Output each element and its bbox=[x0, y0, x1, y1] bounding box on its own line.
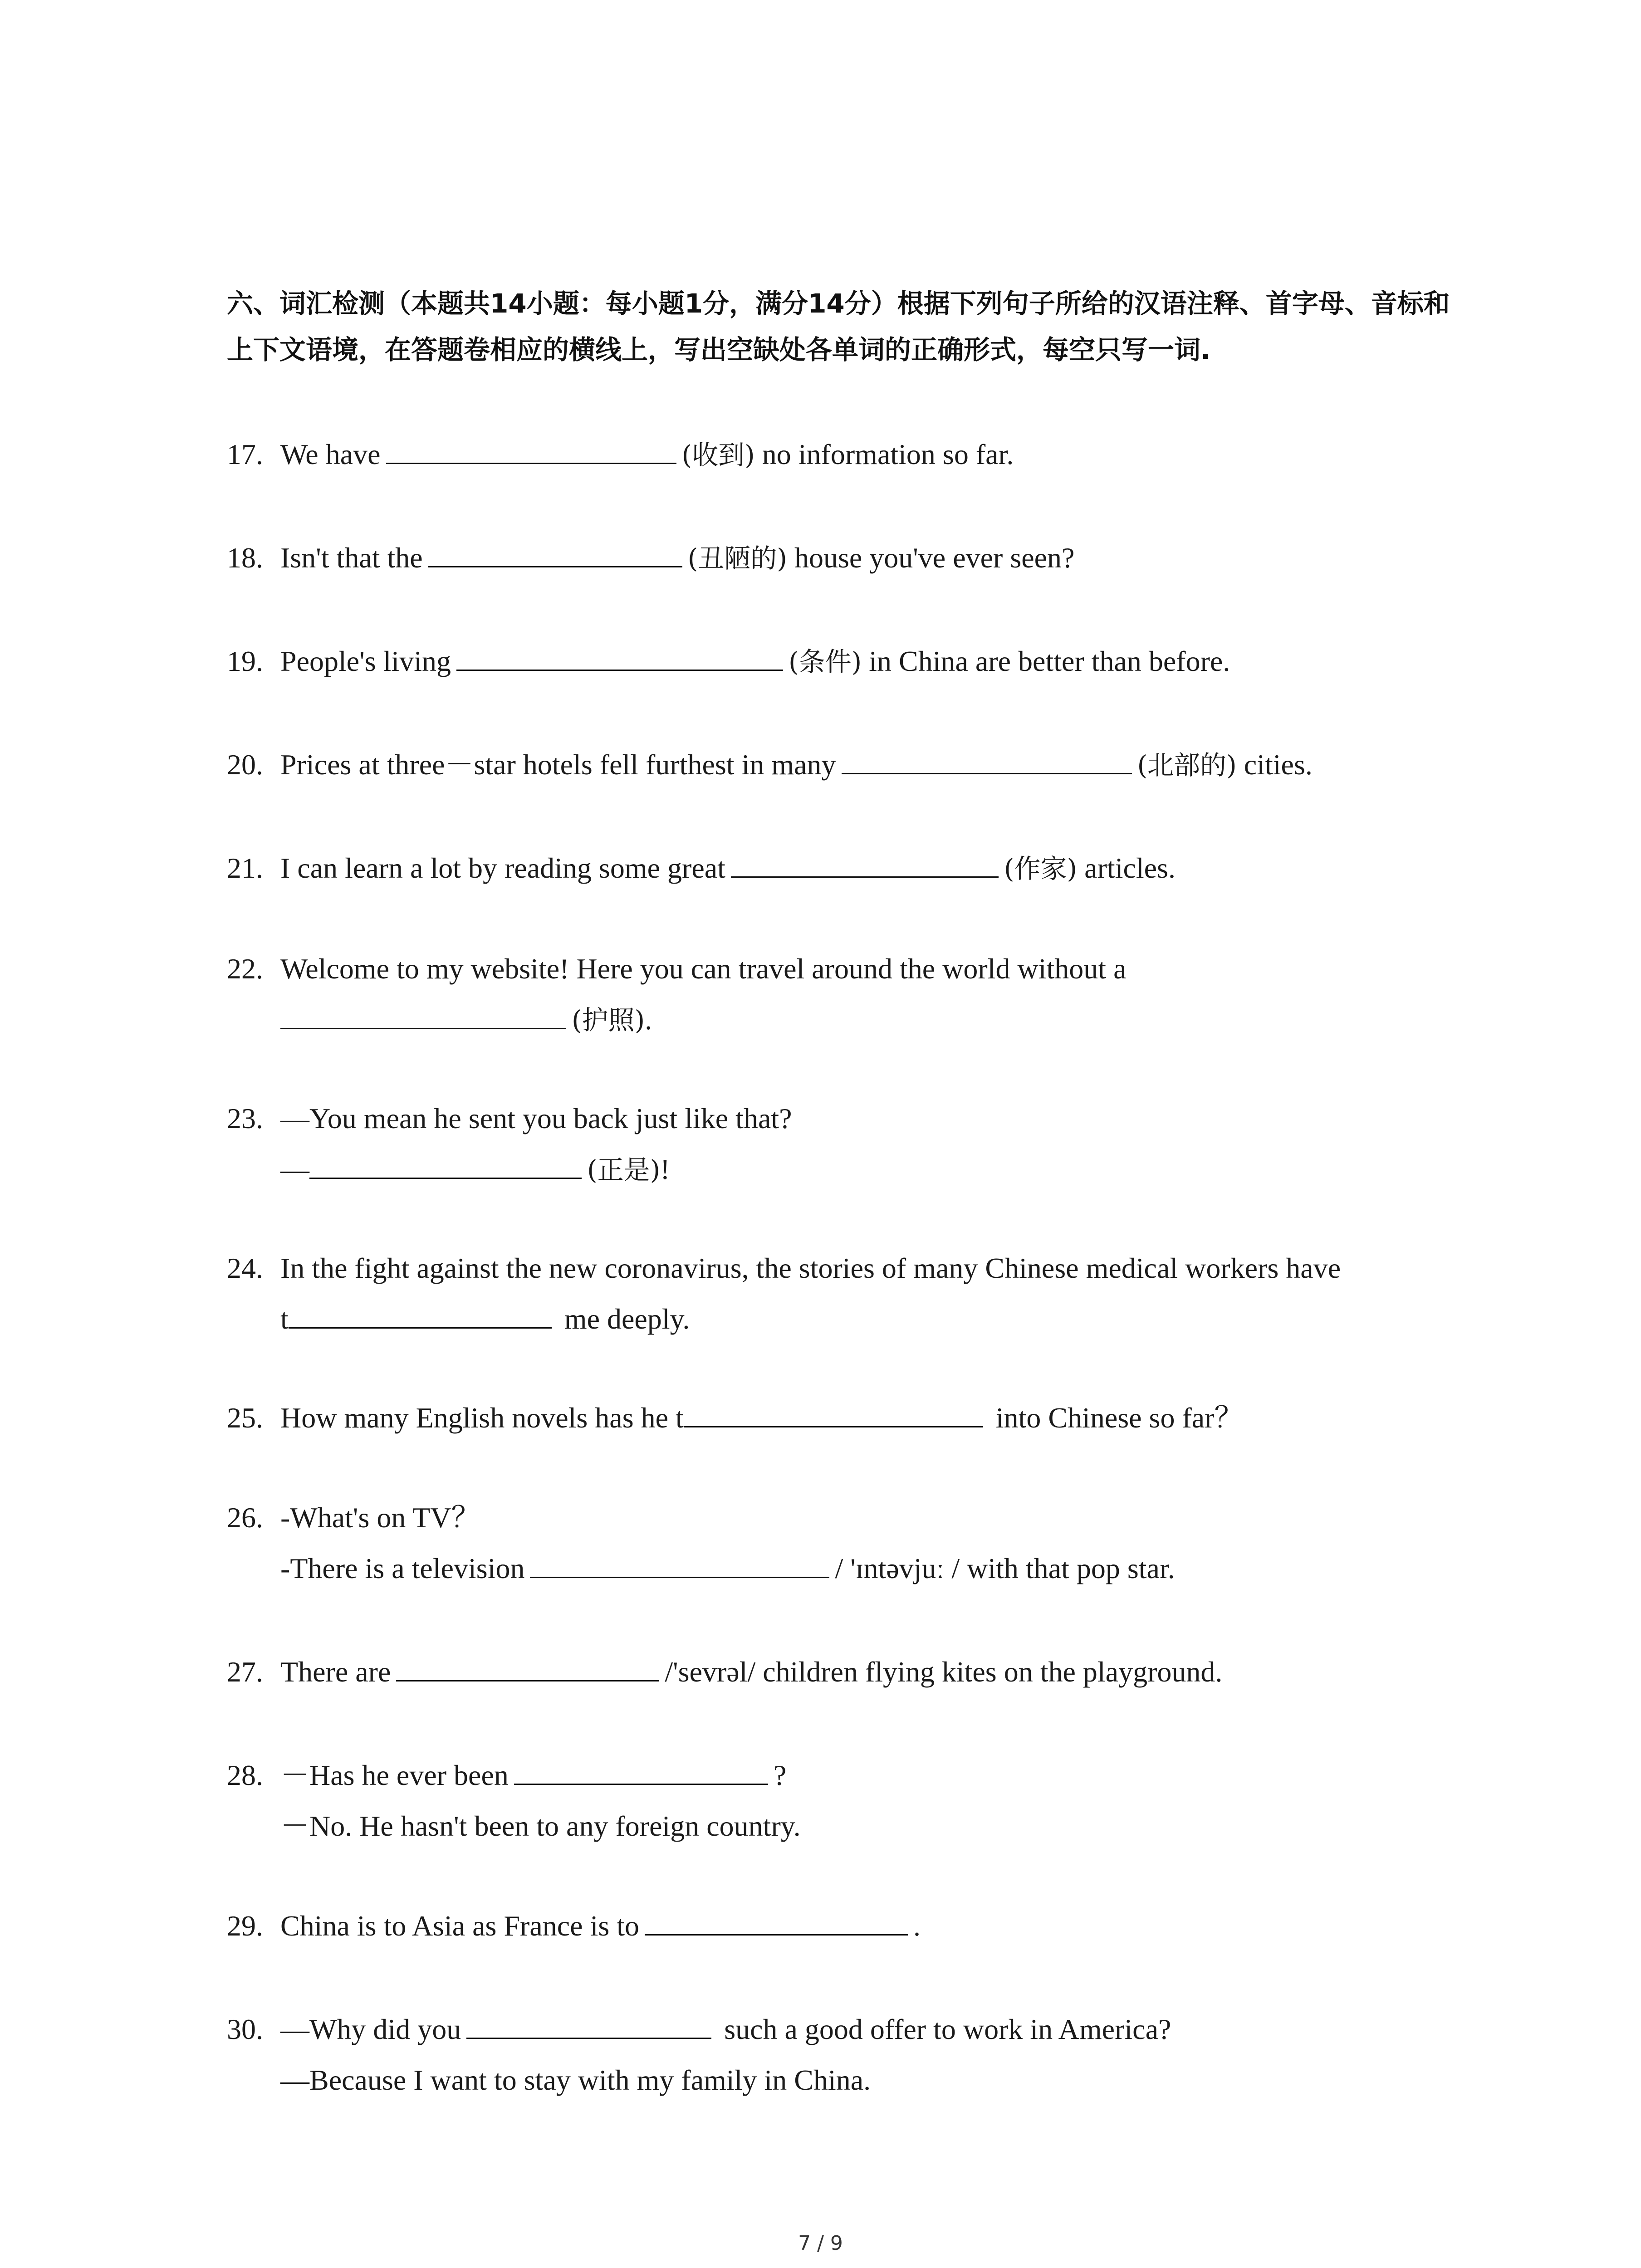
chinese-hint: (北部的) bbox=[1137, 750, 1237, 781]
question-text: Prices at three－star hotels fell furthest in many bbox=[280, 748, 836, 781]
question-18 bbox=[227, 533, 1497, 584]
chinese-hint: (条件) bbox=[788, 646, 862, 677]
chinese-hint: (作家) bbox=[1004, 853, 1078, 884]
answer-blank[interactable] bbox=[530, 1545, 829, 1578]
question-number: 24. bbox=[227, 1252, 263, 1284]
question-text-after: cities. bbox=[1236, 748, 1313, 781]
answer-blank[interactable] bbox=[289, 1295, 552, 1329]
question-number: 28. bbox=[227, 1759, 263, 1791]
question-27 bbox=[227, 1647, 1497, 1697]
question-24 bbox=[227, 1243, 1497, 1344]
chinese-hint: (护照) bbox=[572, 1005, 645, 1036]
question-text: Welcome to my website! Here you can travel around the world without a bbox=[280, 953, 1127, 985]
answer-blank[interactable] bbox=[396, 1648, 659, 1681]
question-17 bbox=[227, 429, 1497, 480]
question-text: I can learn a lot by reading some great bbox=[280, 852, 725, 884]
question-26 bbox=[227, 1492, 1497, 1594]
question-number: 19. bbox=[227, 645, 263, 677]
question-number: 27. bbox=[227, 1656, 263, 1688]
question-text: People's living bbox=[280, 645, 451, 677]
dialogue-line-2: －No. He hasn't been to any foreign country. bbox=[280, 1810, 801, 1842]
dialogue-line-2: —Because I want to stay with my family in China. bbox=[280, 2064, 871, 2096]
question-text-after: house you've ever seen? bbox=[787, 542, 1075, 574]
dialogue-line-1: —You mean he sent you back just like that? bbox=[280, 1102, 792, 1134]
question-number: 20. bbox=[227, 748, 263, 781]
question-20 bbox=[227, 739, 1497, 791]
answer-blank[interactable] bbox=[456, 638, 783, 671]
answer-blank[interactable] bbox=[280, 996, 566, 1029]
question-21 bbox=[227, 843, 1497, 894]
question-text-after: me deeply. bbox=[557, 1303, 690, 1335]
answer-blank[interactable] bbox=[466, 2006, 711, 2039]
dialogue-line-2: -There is a television bbox=[280, 1552, 525, 1584]
question-text-after: such a good offer to work in America? bbox=[717, 2013, 1171, 2045]
question-text: In the fight against the new coronavirus, the stories of many Chinese medical workers have bbox=[280, 1252, 1341, 1284]
question-text-after: . bbox=[645, 1003, 652, 1036]
question-19 bbox=[227, 636, 1497, 687]
page-number: 7 / 9 bbox=[798, 2232, 843, 2255]
question-number: 17. bbox=[227, 438, 263, 470]
answer-blank[interactable] bbox=[731, 845, 999, 878]
question-22 bbox=[227, 943, 1497, 1046]
question-number: 29. bbox=[227, 1910, 263, 1942]
question-number: 21. bbox=[227, 852, 263, 884]
chinese-hint: (丑陋的) bbox=[687, 543, 787, 574]
question-25 bbox=[227, 1393, 1497, 1443]
question-number: 30. bbox=[227, 2013, 263, 2045]
dialogue-line-1: -What's on TV？ bbox=[280, 1501, 480, 1534]
question-text: Isn't that the bbox=[280, 542, 423, 574]
question-text-after: articles. bbox=[1077, 852, 1176, 884]
question-text-after: in China are better than before. bbox=[862, 645, 1230, 677]
dialogue-line-1: —Why did you bbox=[280, 2013, 461, 2045]
question-number: 26. bbox=[227, 1501, 263, 1534]
question-text-after: ! bbox=[660, 1153, 670, 1185]
question-number: 22. bbox=[227, 953, 263, 985]
question-number: 18. bbox=[227, 542, 263, 574]
question-text-after: . bbox=[913, 1910, 921, 1942]
answer-blank[interactable] bbox=[684, 1394, 983, 1427]
question-mark: ? bbox=[773, 1759, 787, 1791]
question-text: How many English novels has he t bbox=[280, 1402, 684, 1434]
question-29 bbox=[227, 1901, 1497, 1951]
question-text: We have bbox=[280, 438, 381, 470]
phonetic-hint: /'sevrəl/ children flying kites on the playground. bbox=[665, 1656, 1223, 1688]
answer-blank[interactable] bbox=[645, 1902, 908, 1936]
question-text: There are bbox=[280, 1656, 391, 1688]
phonetic-hint: / 'ɪntəvjuː / with that pop star. bbox=[835, 1552, 1175, 1584]
question-number: 25. bbox=[227, 1402, 263, 1434]
question-text-after: no information so far. bbox=[754, 438, 1014, 470]
chinese-hint: (收到) bbox=[681, 440, 755, 470]
initial-letter: t bbox=[280, 1303, 289, 1335]
dialogue-dash: — bbox=[280, 1153, 309, 1185]
chinese-hint: (正是) bbox=[587, 1154, 661, 1185]
answer-blank[interactable] bbox=[514, 1752, 768, 1785]
answer-blank[interactable] bbox=[386, 431, 676, 464]
answer-blank[interactable] bbox=[428, 534, 682, 567]
answer-blank[interactable] bbox=[842, 741, 1132, 774]
dialogue-line-1: －Has he ever been bbox=[280, 1759, 509, 1791]
question-text-after: into Chinese so far？ bbox=[988, 1402, 1244, 1434]
question-number: 23. bbox=[227, 1102, 263, 1134]
answer-blank[interactable] bbox=[309, 1146, 582, 1179]
question-30 bbox=[227, 2004, 1497, 2106]
question-28 bbox=[227, 1750, 1497, 1852]
section-header: 六、词汇检测（本题共14小题：每小题1分，满分14分）根据下列句子所给的汉语注释、首字母、音标和上下文语境，在答题卷相应的横线上，写出空缺处各单词的正确形式，每空只写一词. bbox=[227, 288, 1450, 365]
question-23 bbox=[227, 1093, 1497, 1195]
question-text: China is to Asia as France is to bbox=[280, 1910, 640, 1942]
